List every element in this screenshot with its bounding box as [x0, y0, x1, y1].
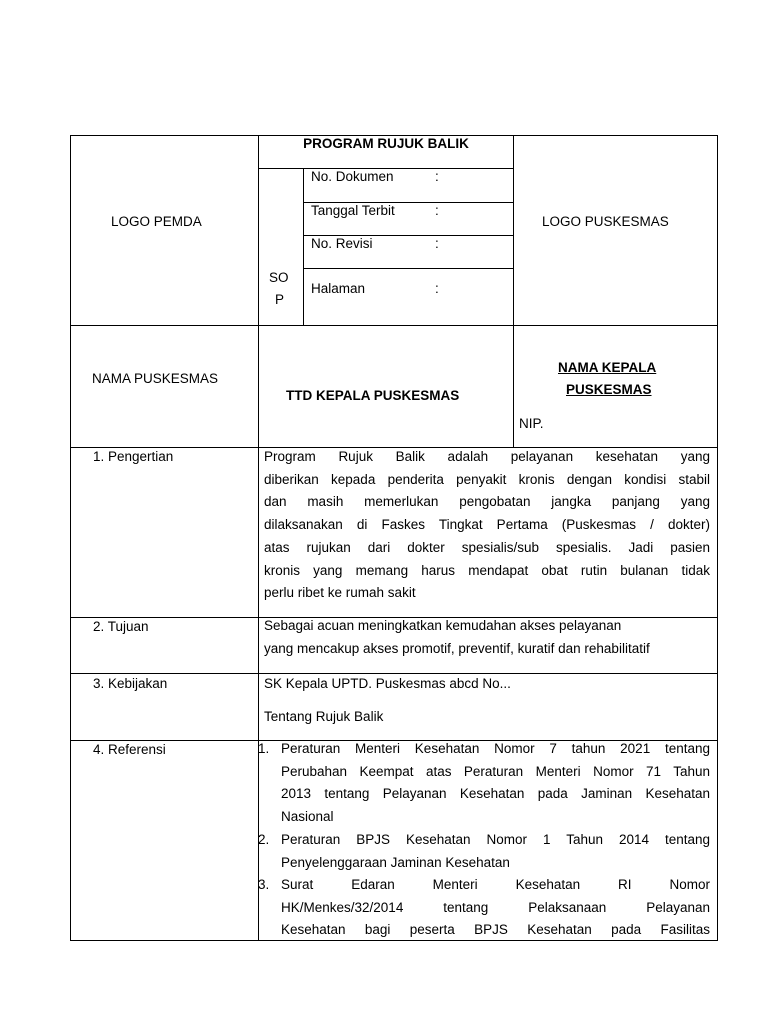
referensi-item-line: Peraturan Menteri Kesehatan Nomor 7 tahun 2021 tentang	[281, 741, 710, 756]
field-no-dokumen-label: No. Dokumen	[311, 169, 394, 184]
referensi-item-line: HK/Menkes/32/2014 tentang Pelaksanaan Pelayanan	[281, 899, 710, 915]
field-no-revisi-colon: :	[435, 236, 439, 251]
field-halaman-label: Halaman	[311, 281, 366, 296]
pengertian-line: atas rujukan dari dokter spesialis/sub spesialis. Jadi pasien	[264, 539, 710, 555]
field-divider-3	[303, 268, 514, 269]
field-no-revisi-label: No. Revisi	[311, 236, 373, 251]
document-title: PROGRAM RUJUK BALIK	[303, 136, 469, 151]
table-border-left	[70, 135, 71, 941]
tujuan-line: Sebagai acuan meningkatkan kemudahan akses pelayanan	[264, 618, 622, 633]
pengertian-line: kronis yang memang harus mendapat obat rutin bulanan tidak	[264, 562, 710, 578]
tujuan-text	[264, 615, 710, 660]
field-tanggal-terbit-label: Tanggal Terbit	[311, 203, 395, 218]
column-divider	[258, 135, 259, 941]
referensi-label: 4. Referensi	[93, 742, 166, 757]
referensi-item-line: 2013 tentang Pelayanan Kesehatan pada Jaminan Kesehatan	[281, 786, 710, 802]
pengertian-line: dan masih memerlukan pengobatan jangka panjang yang	[264, 494, 710, 510]
referensi-item-line: Penyelenggaraan Jaminan Kesehatan	[281, 854, 510, 870]
kebijakan-sk: SK Kepala UPTD. Puskesmas abcd No...	[264, 676, 511, 691]
logo-pemda: LOGO PEMDA	[111, 214, 202, 229]
sop-label-line1: SO	[269, 270, 289, 285]
nama-kepala-line2: PUSKESMAS	[566, 382, 652, 397]
referensi-item-line: Kesehatan bagi peserta BPJS Kesehatan pada Fasilitas	[281, 922, 710, 938]
ttd-kepala-puskesmas: TTD KEPALA PUSKESMAS	[286, 388, 460, 403]
referensi-item-line: Nasional	[281, 809, 334, 825]
field-no-dokumen-colon: :	[435, 169, 439, 184]
sop-divider	[303, 168, 304, 326]
header-bottom-line	[70, 325, 718, 326]
referensi-item-number: 1.	[258, 741, 270, 756]
referensi-item-number: 3.	[258, 877, 270, 892]
tujuan-bottom-line	[70, 673, 718, 674]
referensi-item-line: Surat Edaran Menteri Kesehatan RI Nomor	[281, 877, 710, 892]
nama-kepala-line1: NAMA KEPALA	[558, 360, 657, 375]
sop-label-line2: P	[275, 292, 285, 307]
pengertian-line: dilaksanakan di Faskes Tingkat Pertama (Puskesmas / dokter)	[264, 517, 710, 533]
pengertian-line: diberikan kepada penderita penyakit kronis dengan kondisi stabil	[264, 471, 710, 487]
logo-puskesmas: LOGO PUSKESMAS	[542, 214, 669, 229]
kebijakan-tentang: Tentang Rujuk Balik	[264, 709, 384, 724]
pengertian-text	[264, 446, 710, 605]
tujuan-label: 2. Tujuan	[93, 619, 149, 634]
nama-puskesmas: NAMA PUSKESMAS	[92, 371, 219, 386]
kebijakan-label: 3. Kebijakan	[93, 676, 168, 691]
pengertian-label: 1. Pengertian	[93, 449, 174, 464]
field-halaman-colon: :	[435, 281, 439, 296]
tujuan-line: yang mencakup akses promotif, preventif, kuratif dan rehabilitatif	[264, 640, 650, 656]
referensi-item-line: Peraturan BPJS Kesehatan Nomor 1 Tahun 2014 tentang	[281, 832, 710, 847]
referensi-item-number: 2.	[258, 832, 270, 847]
field-tanggal-terbit-colon: :	[435, 203, 439, 218]
pengertian-line: perlu ribet ke rumah sakit	[264, 585, 416, 601]
pengertian-line: Program Rujuk Balik adalah pelayanan kesehatan yang	[264, 449, 710, 464]
table-border-right	[717, 135, 718, 941]
header-right-divider	[513, 135, 514, 447]
referensi-item-line: Perubahan Keempat atas Peraturan Menteri Nomor 71 Tahun	[281, 763, 710, 779]
nip-label: NIP.	[519, 416, 544, 431]
